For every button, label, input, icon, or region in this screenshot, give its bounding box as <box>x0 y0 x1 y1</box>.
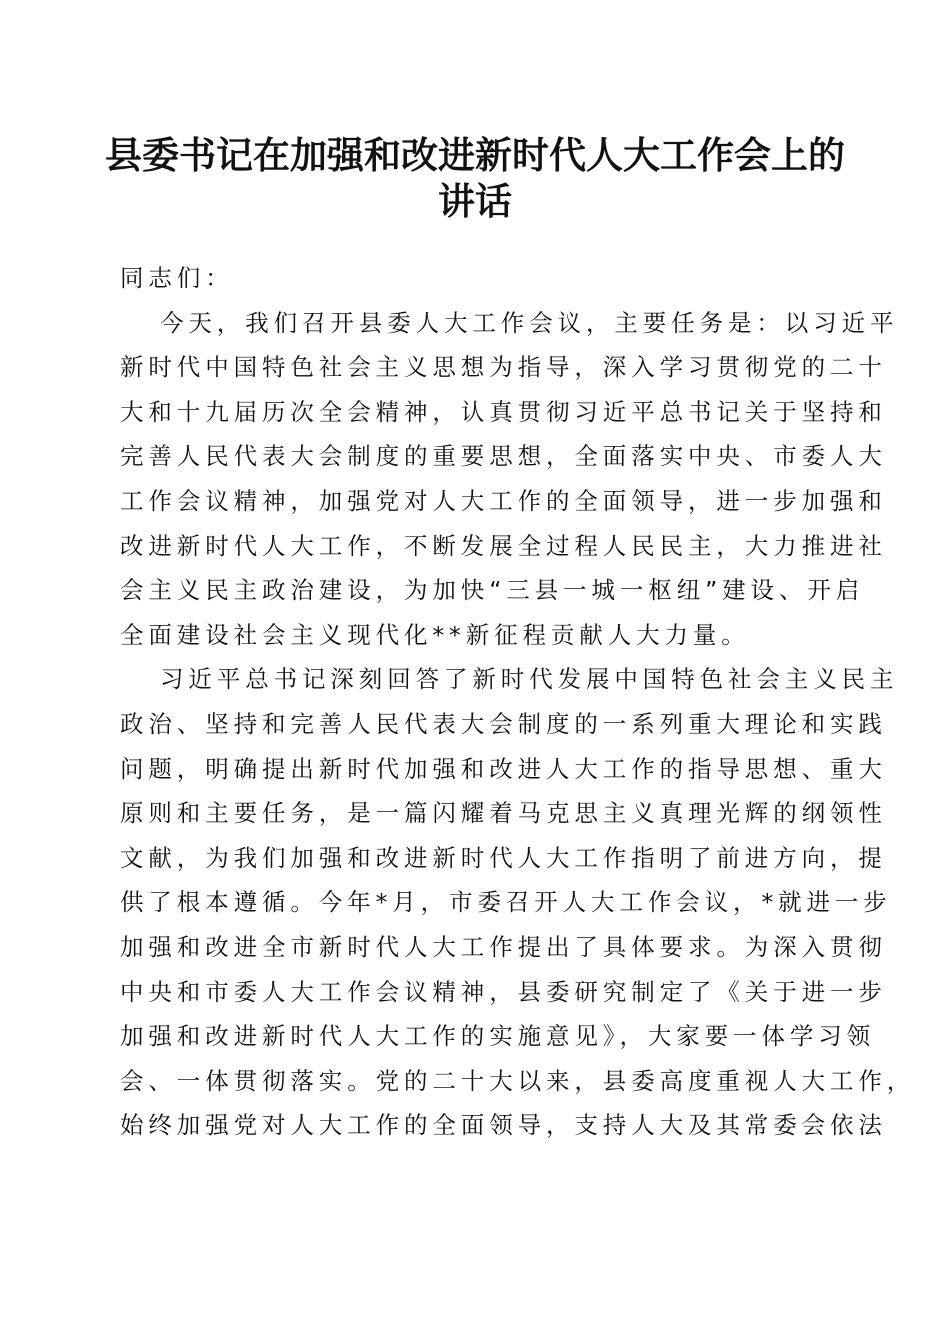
paragraph-2-line-3: 问题，明确提出新时代加强和改进人大工作的指导思想、重大 <box>120 754 887 783</box>
paragraph-2-line-1: 习近平总书记深刻回答了新时代发展中国特色社会主义民主 <box>160 665 899 694</box>
paragraph-2-line-8: 中央和市委人大工作会议精神，县委研究制定了《关于进一步 <box>120 977 887 1006</box>
paragraph-1-line-5: 工作会议精神，加强党对人大工作的全面领导，进一步加强和 <box>120 486 887 515</box>
paragraph-2-line-10: 会、一体贯彻落实。党的二十大以来，县委高度重视人大工作， <box>120 1066 916 1095</box>
paragraph-1-line-2: 新时代中国特色社会主义思想为指导，深入学习贯彻党的二十 <box>120 353 887 382</box>
document-body <box>120 256 916 1148</box>
paragraph-2-line-5: 文献，为我们加强和改进新时代人大工作指明了前进方向，提 <box>120 843 887 872</box>
paragraph-2-line-4: 原则和主要任务，是一篇闪耀着马克思主义真理光辉的纲领性 <box>120 799 887 828</box>
paragraph-1 <box>120 301 899 658</box>
paragraph-1-line-3: 大和十九届历次全会精神，认真贯彻习近平总书记关于坚持和 <box>120 397 887 426</box>
paragraph-2 <box>120 657 916 1148</box>
paragraph-1-line-7: 会主义民主政治建设，为加快“三县一城一枢纽”建设、开启 <box>120 576 865 605</box>
paragraph-1-line-8: 全面建设社会主义现代化**新征程贡献人大力量。 <box>120 620 750 649</box>
paragraph-2-line-11: 始终加强党对人大工作的全面领导，支持人大及其常委会依法 <box>120 1111 887 1140</box>
paragraph-2-line-2: 政治、坚持和完善人民代表大会制度的一系列重大理论和实践 <box>120 709 887 738</box>
paragraph-1-line-1: 今天，我们召开县委人大工作会议，主要任务是：以习近平 <box>160 308 899 337</box>
paragraph-2-line-9: 加强和改进新时代人大工作的实施意见》，大家要一体学习领 <box>120 1022 876 1051</box>
paragraph-1-line-6: 改进新时代人大工作，不断发展全过程人民民主，大力推进社 <box>120 531 887 560</box>
title-line-2: 讲话 <box>438 179 512 223</box>
paragraph-2-line-6: 供了根本遵循。今年*月，市委召开人大工作会议，*就进一步 <box>120 888 892 917</box>
paragraph-1-line-4: 完善人民代表大会制度的重要思想，全面落实中央、市委人大 <box>120 442 887 471</box>
salutation: 同志们： <box>120 264 234 292</box>
title-line-1: 县委书记在加强和改进新时代人大工作会上的 <box>105 133 845 177</box>
document-title <box>100 132 850 224</box>
paragraph-2-line-7: 加强和改进全市新时代人大工作提出了具体要求。为深入贯彻 <box>120 932 887 961</box>
